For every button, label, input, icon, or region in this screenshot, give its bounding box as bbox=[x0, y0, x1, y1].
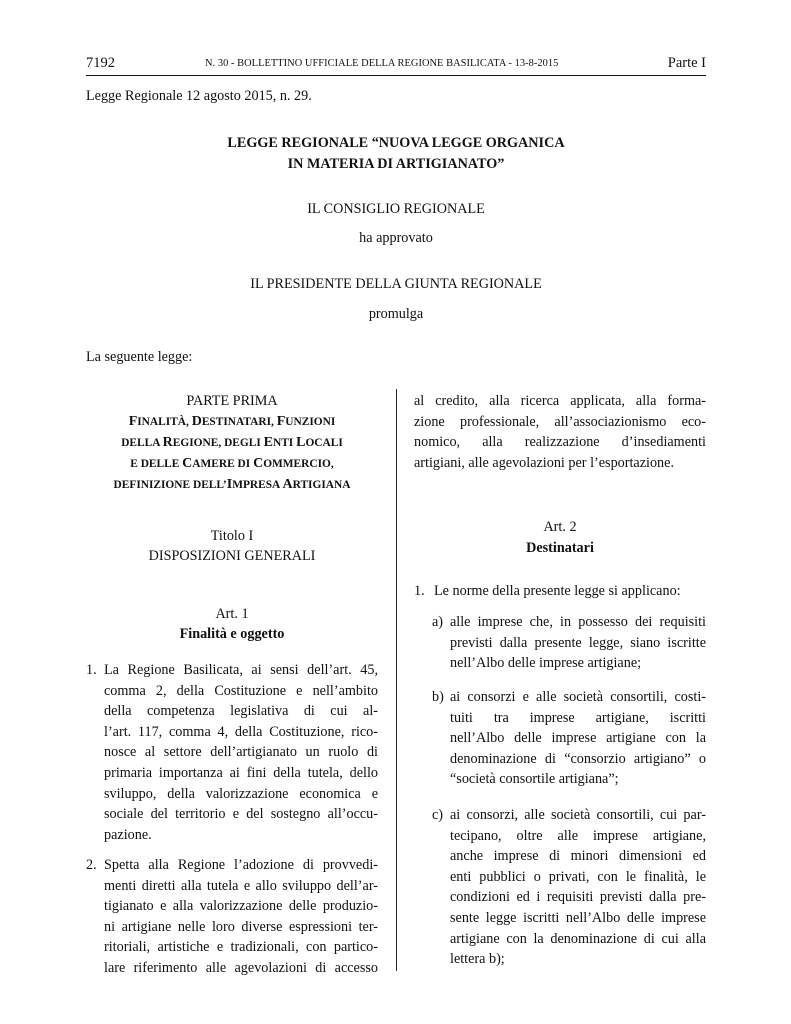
part-one-subtitle-line bbox=[86, 456, 378, 472]
subtitle-text: E DELLE bbox=[130, 458, 183, 470]
subtitle-capital: R bbox=[162, 435, 173, 450]
part-one-subtitle-line bbox=[86, 435, 378, 451]
subtitle-text: RTIGIANA bbox=[292, 479, 351, 491]
art2-p1-number: 1. bbox=[414, 583, 425, 599]
text-line: della competenza legislativa di cui al- bbox=[104, 703, 378, 720]
bulletin-header: N. 30 - BOLLETTINO UFFICIALE DELLA REGIONE BASILICATA - 13-8-2015 bbox=[205, 58, 559, 69]
text-line: comma 2, della Costituzione e nell’ambito bbox=[104, 682, 378, 699]
column-divider bbox=[396, 389, 397, 971]
text-line: nosce al settore dell’artigianato un ruolo di bbox=[104, 744, 378, 761]
part-one-label: PARTE PRIMA bbox=[186, 393, 278, 409]
page-number: 7192 bbox=[86, 55, 115, 71]
text-line: tigianato e alla valorizzazione delle produzio- bbox=[104, 898, 378, 915]
text-line: nell’Albo delle imprese artigiane con la bbox=[450, 730, 706, 747]
text-line: pazione. bbox=[104, 826, 152, 843]
subtitle-text: INALITÀ, bbox=[137, 416, 192, 428]
art1-p2-number: 2. bbox=[86, 857, 97, 873]
subtitle-capital: F bbox=[276, 414, 286, 429]
text-line: lare riferimento alle agevolazioni di accesso bbox=[104, 960, 378, 976]
titolo-name: DISPOSIZIONI GENERALI bbox=[148, 548, 316, 564]
subtitle-text: MPRESA bbox=[232, 479, 283, 491]
text-line: ai consorzi, alle società consortili, cui par- bbox=[450, 807, 706, 823]
law-title-line-2: IN MATERIA DI ARTIGIANATO” bbox=[287, 156, 505, 172]
text-line: tecipano, oltre alle imprese artigiane, bbox=[450, 827, 706, 844]
subtitle-capital: L bbox=[296, 435, 306, 450]
approvato-text: ha approvato bbox=[359, 230, 433, 246]
titolo-label: Titolo I bbox=[210, 528, 254, 544]
text-line: “società consortile artigiana”; bbox=[450, 771, 619, 788]
text-line: sociale del territorio e del sostegno all’occu- bbox=[104, 806, 378, 823]
text-line: artigiani, alle agevolazioni per l’esportazione. bbox=[414, 454, 674, 471]
subtitle-text: OMMERCIO, bbox=[263, 458, 334, 470]
text-line: Spetta alla Regione l’adozione di provvedi- bbox=[104, 857, 378, 873]
subtitle-capital: A bbox=[282, 477, 293, 492]
text-line: condizioni ed i requisiti previsti dalla pre- bbox=[450, 889, 706, 906]
subtitle-text: EGIONE, DEGLI bbox=[172, 437, 264, 449]
subtitle-text: OCALI bbox=[305, 437, 343, 449]
subtitle-text: DELLA bbox=[121, 437, 163, 449]
promulga-text: promulga bbox=[368, 306, 424, 322]
art1-p1-number: 1. bbox=[86, 662, 97, 678]
part-one-subtitle-line bbox=[86, 414, 378, 430]
text-line: menti diretti alla tutela e allo sviluppo dell’ar- bbox=[104, 877, 378, 894]
subtitle-text: AMERE DI bbox=[192, 458, 254, 470]
subtitle-capital: C bbox=[253, 456, 264, 471]
text-line: nell’Albo delle imprese artigiane; bbox=[450, 655, 642, 672]
subtitle-capital: E bbox=[263, 435, 273, 450]
text-line: artigiane con la denominazione di cui alla bbox=[450, 930, 706, 947]
art1-label: Art. 1 bbox=[215, 606, 249, 622]
text-line: alle imprese che, in possesso dei requisiti bbox=[450, 614, 706, 630]
art2-a-letter: a) bbox=[432, 614, 444, 630]
law-title-line-1: LEGGE REGIONALE “NUOVA LEGGE ORGANICA bbox=[227, 135, 565, 151]
part-one-subtitle-line bbox=[86, 477, 378, 493]
subtitle-capital: I bbox=[226, 477, 233, 492]
text-line: sviluppo, della valorizzazione economica e bbox=[104, 785, 378, 802]
text-line: sente legge iscritti nell’Albo delle imprese bbox=[450, 910, 706, 926]
art2-b-letter: b) bbox=[432, 689, 444, 705]
subtitle-capital: D bbox=[191, 414, 202, 429]
art2-heading: Destinatari bbox=[526, 540, 594, 556]
text-line: l’art. 117, comma 4, della Costituzione, rico- bbox=[104, 723, 378, 740]
text-line: enti pubblici o privati, con le finalità, le bbox=[450, 868, 706, 885]
text-line: lettera b); bbox=[450, 951, 505, 968]
text-line: ni artigiane nelle loro diverse espressioni ter- bbox=[104, 918, 378, 935]
art2-c-letter: c) bbox=[432, 807, 444, 823]
art2-p1-text: Le norme della presente legge si applicano: bbox=[434, 583, 681, 599]
art2-label: Art. 2 bbox=[543, 519, 577, 535]
subtitle-capital: C bbox=[182, 456, 193, 471]
presidente-heading: IL PRESIDENTE DELLA GIUNTA REGIONALE bbox=[250, 276, 542, 292]
intro-text: La seguente legge: bbox=[86, 349, 193, 365]
text-line: zione professionale, all’associazionismo eco- bbox=[414, 413, 706, 430]
art1-heading: Finalità e oggetto bbox=[179, 626, 285, 642]
subtitle-text: NTI bbox=[272, 437, 297, 449]
text-line: ritoriali, artistiche e tradizionali, con partico- bbox=[104, 939, 378, 956]
text-line: denominazione di “consorzio artigiano” o bbox=[450, 750, 706, 767]
text-line: al credito, alla ricerca applicata, alla forma- bbox=[414, 393, 706, 409]
text-line: tuiti tra imprese artigiane, iscritti bbox=[450, 709, 706, 726]
subtitle-text: ESTINATARI, bbox=[201, 416, 277, 428]
subtitle-capital: F bbox=[128, 414, 138, 429]
law-reference: Legge Regionale 12 agosto 2015, n. 29. bbox=[86, 88, 312, 104]
subtitle-text: DEFINIZIONE DELL’ bbox=[113, 479, 227, 491]
text-line: ai consorzi e alle società consortili, costi- bbox=[450, 689, 706, 705]
consiglio-heading: IL CONSIGLIO REGIONALE bbox=[307, 201, 485, 217]
header-divider bbox=[86, 75, 706, 76]
text-line: previsti dalla presente legge, siano iscritte bbox=[450, 634, 706, 651]
part-label: Parte I bbox=[667, 55, 706, 71]
text-line: La Regione Basilicata, ai sensi dell’art. 45, bbox=[104, 662, 378, 678]
subtitle-text: UNZIONI bbox=[285, 416, 336, 428]
text-line: primaria importanza ai fini della tutela, dello bbox=[104, 765, 378, 781]
text-line: nomico, alla realizzazione d’insediamenti bbox=[414, 434, 706, 451]
text-line: anche imprese di minori dimensioni ed bbox=[450, 848, 706, 865]
